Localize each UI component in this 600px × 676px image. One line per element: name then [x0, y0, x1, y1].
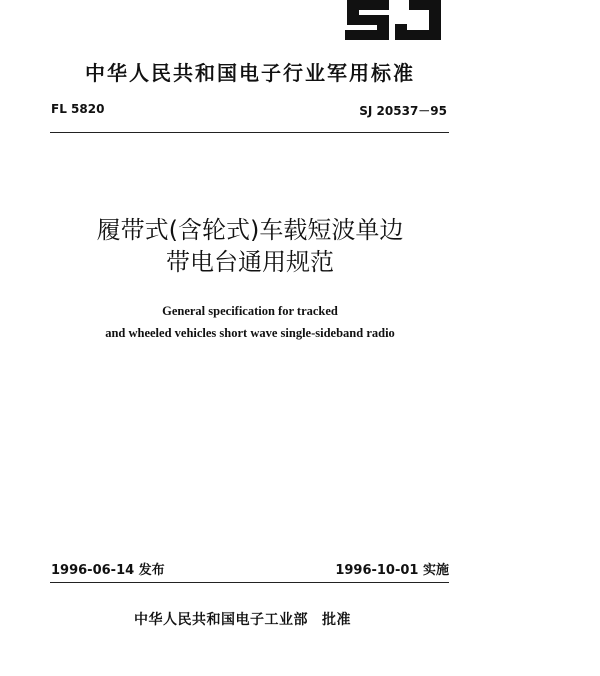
issue-date: 1996-06-14 发布	[51, 563, 165, 578]
approval-line	[134, 609, 351, 629]
approval-action: 批准	[322, 612, 351, 628]
title-zh-line2: 带电台通用规范	[166, 248, 334, 276]
effective-date: 1996-10-01 实施	[335, 563, 449, 578]
top-divider	[50, 132, 449, 133]
standard-number: SJ 20537－95	[359, 104, 447, 118]
sj-logo	[343, 0, 443, 40]
title-en-line1: General specification for tracked	[162, 304, 338, 318]
logo-letter-j	[395, 0, 441, 40]
bottom-divider	[50, 582, 449, 583]
classification-code: FL 5820	[51, 102, 105, 116]
sj-logo-mark	[343, 0, 443, 40]
title-zh-line1: 履带式(含轮式)车载短波单边	[96, 216, 404, 244]
approval-authority: 中华人民共和国电子工业部	[134, 612, 308, 628]
title-en-line2: and wheeled vehicles short wave single-sideband radio	[105, 326, 395, 340]
logo-letter-s	[345, 0, 389, 40]
standard-category-title: 中华人民共和国电子行业军用标准	[85, 61, 415, 85]
